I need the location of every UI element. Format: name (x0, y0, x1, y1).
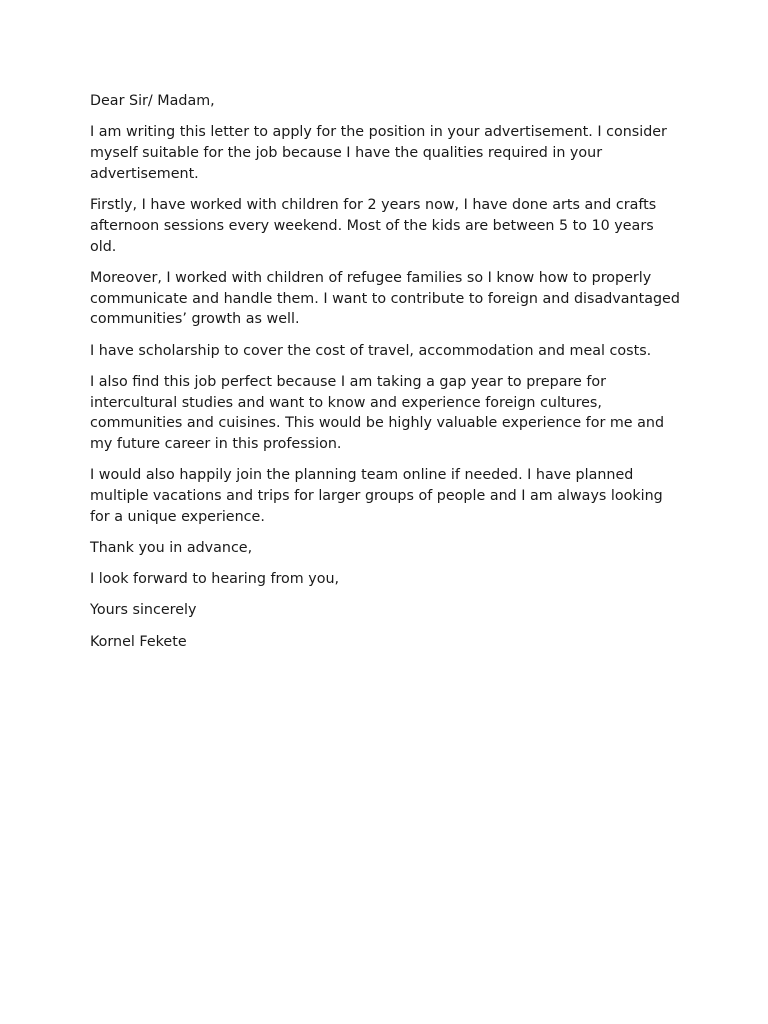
letter-page (90, 91, 680, 663)
letter-greeting: Dear Sir/ Madam, (90, 93, 215, 109)
letter-signature: Kornel Fekete (90, 633, 187, 650)
letter-paragraph: I would also happily join the planning team online if needed. I have planned multiple vacations and trips for larger groups of people and I am always looking for a unique experience. (90, 467, 663, 525)
letter-look-forward: I look forward to hearing from you, (90, 571, 340, 588)
letter-closing: Yours sincerely (90, 602, 197, 619)
letter-paragraph: I have scholarship to cover the cost of travel, accommodation and meal costs. (90, 342, 652, 359)
letter-thanks: Thank you in advance, (90, 540, 253, 557)
letter-paragraph: I am writing this letter to apply for the position in your advertisement. I consider myself suitable for the job because I have the qualities required in your advertisement. (90, 124, 667, 182)
letter-paragraph: I also find this job perfect because I am taking a gap year to prepare for intercultural studies and want to know and experience foreign cultures, communities and cuisines. This would be highly valuable experience for me and my future career in this profession. (90, 373, 665, 453)
letter-paragraph: Moreover, I worked with children of refugee families so I know how to properly communicate and handle them. I want to contribute to foreign and disadvantaged communities’ growth as well. (90, 269, 680, 328)
letter-paragraph: Firstly, I have worked with children for 2 years now, I have done arts and crafts afternoon sessions every weekend. Most of the kids are between 5 to 10 years old. (90, 196, 657, 255)
